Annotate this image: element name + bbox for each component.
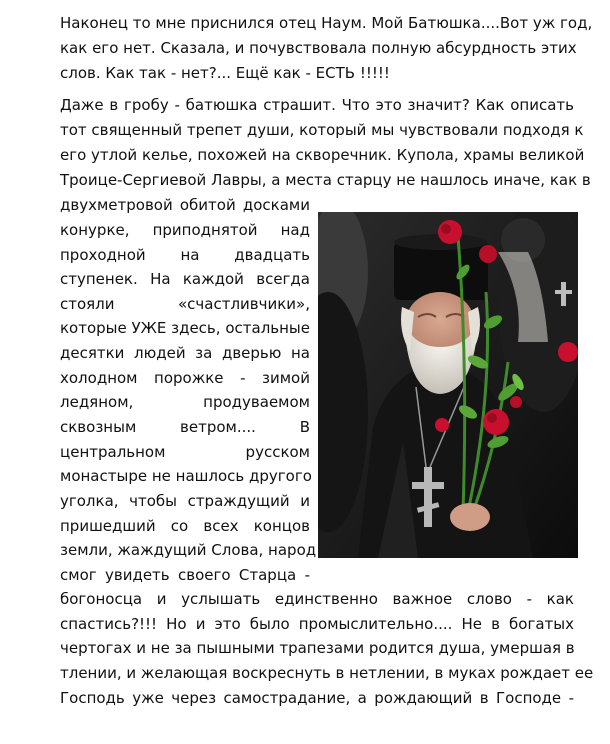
text-line: как его нет. Сказала, и почувствовала полную абсурдность этих [60,39,577,57]
text-line: смог увидеть своего Старца - [60,566,310,584]
text-line: Даже в гробу - батюшка страшит. Что это значит? Как описать [60,96,574,114]
text-line: тлении, и желающая воскреснуть в нетлении, в муках рождает ее [60,664,594,682]
text-line: его утлой келье, похожей на скворечник. Купола, храмы великой [60,146,585,164]
text-line: земли, жаждущий Слова, народ [60,541,317,559]
text-line: Наконец то мне приснился отец Наум. Мой Батюшка....Вот уж год, [60,14,593,32]
text-line: пришедший со всех концов [60,517,310,535]
text-line: спастись?!!! Но и это было промыслительно.... Не в богатых [60,615,574,633]
text-line: десятки людей за дверью на [60,344,310,362]
text-line: ступенек. На каждой всегда [60,270,310,288]
elder-monk-with-roses-photo [318,212,578,558]
text-line: холодном порожке - зимой [60,369,310,387]
elder-photo [318,212,578,558]
text-line: слов. Как так - нет?... Ещё как - ЕСТЬ !!!!! [60,64,390,82]
text-line: богоносца и услышать единственно важное слово - как [60,590,574,608]
text-line: проходной на двадцать [60,246,310,264]
text-line: сквозным ветром.... В [60,418,310,436]
text-line: Троице-Сергиевой Лавры, а места старцу не нашлось иначе, как в [60,171,591,189]
text-line: Господь уже через самострадание, а рождающий в Господе - [60,689,574,707]
text-line: центральном русском [60,443,310,461]
text-line: тот священный трепет души, который мы чувствовали подходя к [60,121,584,139]
text-line: монастыре не нашлось другого [60,467,312,485]
text-line: стояли «счастливчики», [60,295,310,313]
text-line: чертогах и не за пышными трапезами родится душа, умершая в [60,639,575,657]
text-line: двухметровой обитой досками [60,196,310,214]
text-line: которые УЖЕ здесь, остальные [60,319,310,337]
text-line: конурке, приподнятой над [60,221,310,239]
text-line: уголка, чтобы страждущий и [60,492,310,510]
text-line: ледяном, продуваемом [60,393,310,411]
